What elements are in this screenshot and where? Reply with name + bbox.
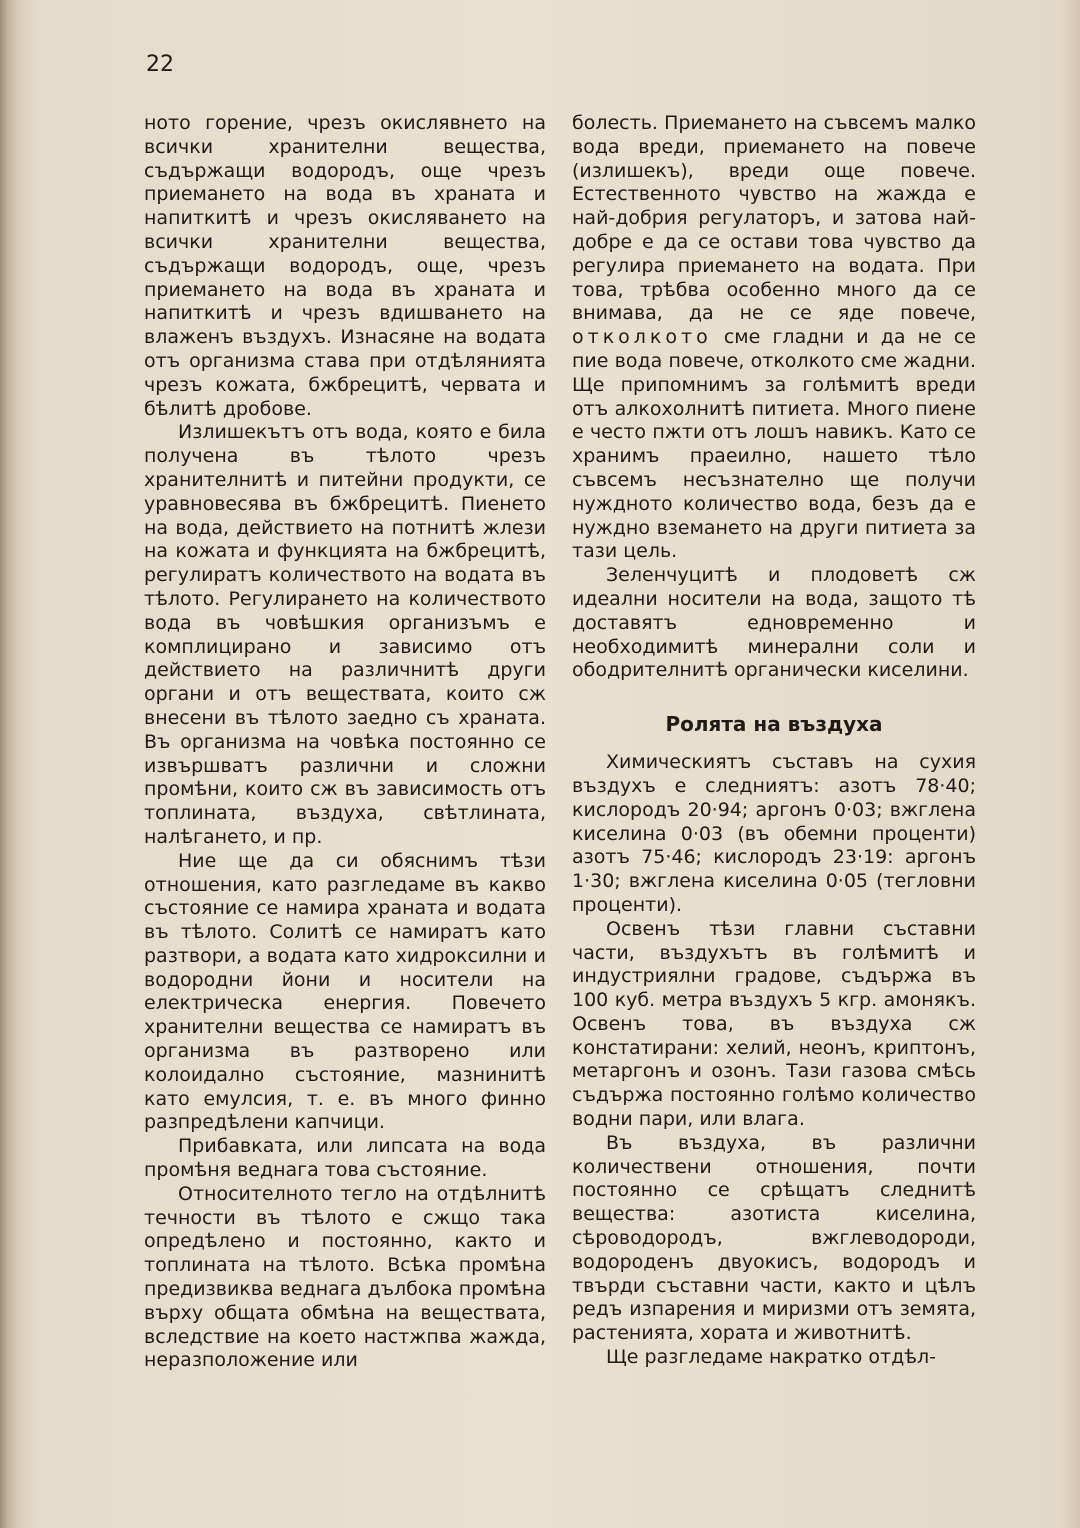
text-run: сме гладни и да не се пие вода повече, отколкото сме жадни. Ще припомнимъ за голѣмитѣ вреди отъ алкохолнитѣ питиета. Много пиене е често пжти отъ лошъ навикъ. Като се хранимъ праеилно, нашето тѣло съвсемъ несъзнателно ще получи нуждното количество вода, безъ да е нуждно вземането на други питиета за тази цель.	[572, 326, 976, 563]
section-heading: Ролята на въздуха	[665, 712, 883, 737]
paragraph: Ще разгледаме накратко отдѣл-	[606, 1346, 937, 1369]
page-number: 22	[146, 52, 174, 77]
paragraph: Въ въздуха, въ различни количествени отношения, почти постоянно се срѣщатъ следнитѣ вещества: азотиста киселина, сѣроводородъ, вжглеводороди, водороденъ двуокисъ, водородъ и твърди съставни части, както и цѣлъ редъ изпарения и миризми отъ земята, растенията, хората и животнитѣ.	[572, 1131, 976, 1345]
paragraph: Освенъ тѣзи главни съставни части, въздухътъ въ голѣмитѣ и индустриялни градове, съдържа въ 100 куб. метра въздухъ 5 кгр. амонякъ. Освенъ това, въ въздуха сж констатирани: хелий, неонъ, криптонъ, метаргонъ и озонъ. Тази газова смѣсь съдържа постоянно голѣмо количество водни пари, или влага.	[572, 917, 976, 1131]
paragraph: Излишекътъ отъ вода, която е била получена въ тѣлото чрезъ хранителнитѣ и питейни продукти, се уравновесява въ бжбрецитѣ. Пиенето на вода, действието на потнитѣ жлези на кожата и функцията на бжбрецитѣ, регулиратъ количеството на водата въ тѣлото. Регулирането на количеството вода въ човѣшкия организъмъ е комплицирано и зависимо отъ действието на различнитѣ други органи и отъ веществата, които сж внесени въ тѣлото заедно съ храната. Въ организма на човѣка постоянно се извършватъ различни и сложни промѣни, които сж въ зависимость отъ топлината, въздуха, свѣтлината, налѣгането, и пр.	[144, 421, 546, 848]
text-run: болесть. Приемането на съвсемъ малко вода вреди, приемането на повече (излишекъ), вреди още повече. Естественното чувство на жажда е най-добрия регулаторъ, и затова най-добре е да се остави това чувство да регулира приемането на водата. При това, трѣбва особенно много да се внимава, да не се яде повече,	[572, 112, 976, 325]
right-column	[572, 112, 976, 1370]
left-column	[144, 112, 546, 1373]
paragraph: Ние ще да си обяснимъ тѣзи отношения, като разгледаме въ какво състояние се намира храната и водата въ тѣлото. Солитѣ се намиратъ като разтвори, а водата като хидроксилни и водородни йони и носители на електрическа енергия. Повечето хранителни вещества се намиратъ въ организма въ разтворено или колоидално състояние, мазнинитѣ като емулсия, т. е. въ много финно разпредѣлени капчици.	[144, 849, 546, 1134]
paragraph: ното горение, чрезъ окислявнето на всички хранителни вещества, съдържащи водородъ, още чрезъ приемането на вода въ храната и напиткитѣ и чрезъ окисляването на всички хранителни вещества, съдържащи водородъ, още, чрезъ приемането на вода въ храната и напиткитѣ и чрезъ вдишването на влаженъ въздухъ. Изнасяне на водата отъ организма става при отдѣлянията чрезъ кожата, бжбрецитѣ, червата и бѣлитѣ дробове.	[144, 112, 546, 420]
paragraph: Относителното тегло на отдѣлнитѣ течности въ тѣлото е сжщо така опредѣлено и постоянно, както и топлината на тѣлото. Всѣка промѣна предизвиква веднага дълбока промѣна върху общата обмѣна на веществата, вследствие на което настжпва жажда, неразположение или	[144, 1182, 546, 1372]
paragraph: Прибавката, или липсата на вода промѣня веднага това състояние.	[144, 1135, 546, 1182]
page-spine-shadow	[0, 0, 26, 1528]
paragraph: Зеленчуцитѣ и плодоветѣ сж идеални носители на вода, защото тѣ доставятъ едновременно и необходимитѣ минерални соли и ободрителнитѣ органически киселини.	[572, 564, 976, 682]
paragraph: Химическиятъ съставъ на сухия въздухъ е следниятъ: азотъ 78·40; кислородъ 20·94; аргонъ 0·03; вжглена киселина 0·03 (въ обемни проценти) азотъ 75·46; кислородъ 23·19: аргонъ 1·30; вжглена киселина 0·05 (тегловни проценти).	[572, 751, 976, 916]
paragraph	[572, 112, 976, 564]
emphasized-word: отколкото	[572, 326, 712, 349]
